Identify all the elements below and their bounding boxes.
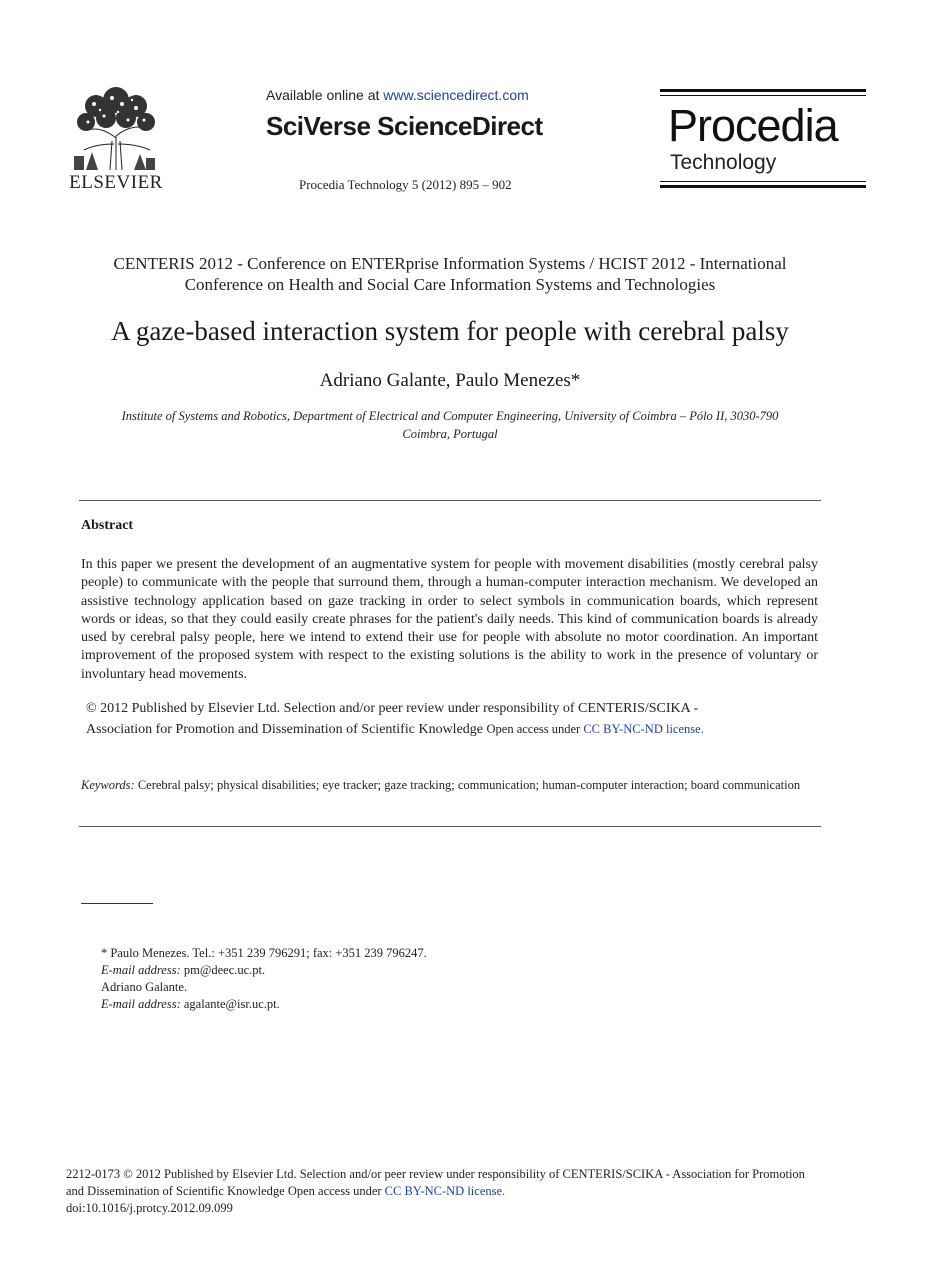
paper-title: A gaze-based interaction system for people with cerebral palsy	[111, 316, 789, 346]
procedia-logo	[660, 89, 866, 190]
abstract-body: In this paper we present the development of an augmentative system for people with movement disabilities (mostly cerebral palsy people) to communicate with the people that surround them, through a human-computer interaction mechanism. We developed an assistive technology application based on gaze tracking in order to select symbols in communication boards, which represent words or ideas, so that they could easily create phrases for the patient's daily needs. This kind of communication boards is already used by cerebral palsy people, here we intend to extend their use for people with absolute no motor coordination. An important improvement of the proposed system with respect to the existing solutions is the ability to work in the presence of voluntary or involuntary head movements.	[81, 557, 818, 682]
open-access-label: Open access under	[486, 722, 584, 736]
copyright-line-2-text: Association for Promotion and Dissemination of Scientific Knowledge	[86, 722, 483, 737]
keywords-label: Keywords:	[81, 778, 135, 792]
procedia-subtitle: Technology	[670, 151, 777, 174]
affiliation-line-1: Institute of Systems and Robotics, Department of Electrical and Computer Engineering, University of Coimbra – Pólo II, 3030-790	[121, 409, 779, 423]
doi: doi:10.1016/j.protcy.2012.09.099	[66, 1201, 233, 1215]
bottom-divider	[79, 826, 821, 827]
email-line-2	[101, 996, 427, 1013]
authors: Adriano Galante, Paulo Menezes*	[319, 370, 581, 391]
email-1: pm@deec.uc.pt.	[180, 963, 266, 977]
procedia-bottom-rule	[660, 185, 866, 188]
elsevier-logo	[66, 86, 166, 194]
footnote-rule	[81, 903, 153, 904]
top-divider	[79, 500, 821, 501]
procedia-top-rule	[660, 89, 866, 92]
issn-line: 2212-0173 © 2012 Published by Elsevier Ltd. Selection and/or peer review under responsibility of CENTERIS/SCIKA - Association for Promotion	[66, 1167, 805, 1181]
email-line-1	[101, 962, 427, 979]
abstract-heading: Abstract	[81, 518, 134, 533]
conference-line-1: CENTERIS 2012 - Conference on ENTERprise Information Systems / HCIST 2012 - International	[113, 254, 787, 273]
copyright-notice	[86, 698, 826, 740]
procedia-bottom-thin-rule	[660, 181, 866, 182]
bottom-license-link[interactable]: CC BY-NC-ND license.	[384, 1184, 506, 1198]
available-online	[266, 87, 529, 103]
bottom-notice	[66, 1166, 866, 1217]
keywords	[81, 777, 821, 795]
conference-line-2: Conference on Health and Social Care Information Systems and Technologies	[184, 275, 716, 294]
sciencedirect-link[interactable]: www.sciencedirect.com	[383, 87, 529, 103]
sciverse-logo: SciVerse ScienceDirect	[266, 111, 543, 141]
conference-name	[70, 253, 830, 295]
bottom-line-2	[66, 1183, 866, 1200]
elsevier-wordmark: ELSEVIER	[69, 172, 163, 193]
footnote	[101, 945, 427, 1013]
bottom-open-access-label: Open access under	[284, 1184, 385, 1198]
journal-reference: Procedia Technology 5 (2012) 895 – 902	[299, 177, 512, 192]
affiliation-line-2: Coimbra, Portugal	[402, 427, 498, 441]
copyright-line-1: © 2012 Published by Elsevier Ltd. Selection and/or peer review under responsibility of CENTERIS/SCIKA -	[86, 701, 699, 716]
elsevier-tree-icon	[66, 86, 166, 172]
available-prefix: Available online at	[266, 87, 384, 103]
bottom-line-2-text: and Dissemination of Scientific Knowledge	[66, 1184, 285, 1198]
license-link[interactable]: CC BY-NC-ND license.	[583, 722, 704, 736]
author-2-name: Adriano Galante.	[101, 980, 188, 994]
email-label-1: E-mail address:	[101, 963, 181, 977]
copyright-line-2	[86, 719, 826, 740]
procedia-title: Procedia	[668, 100, 838, 151]
corresponding-author: * Paulo Menezes. Tel.: +351 239 796291; fax: +351 239 796247.	[101, 946, 427, 960]
procedia-top-thin-rule	[660, 95, 866, 96]
email-2: agalante@isr.uc.pt.	[180, 997, 280, 1011]
keywords-text: Cerebral palsy; physical disabilities; eye tracker; gaze tracking; communication; human-computer interaction; board communication	[134, 778, 801, 792]
affiliation	[80, 407, 820, 443]
email-label-2: E-mail address:	[101, 997, 181, 1011]
